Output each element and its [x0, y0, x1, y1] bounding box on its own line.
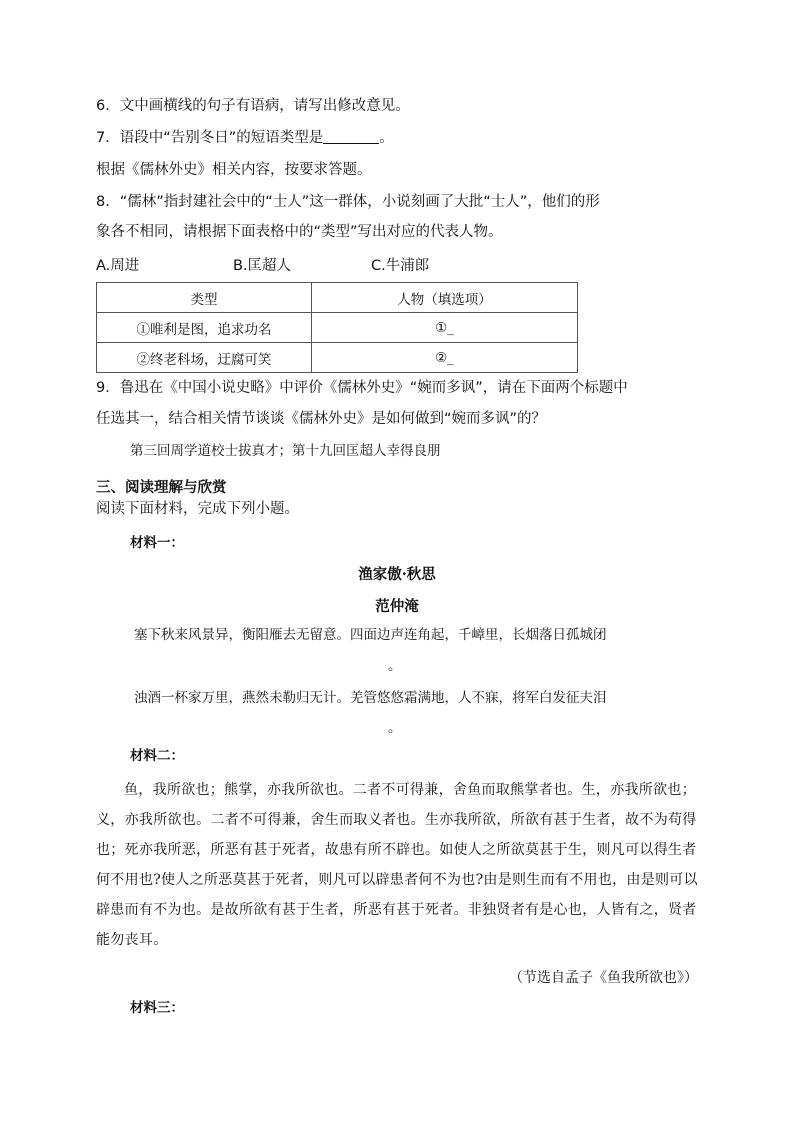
- question-8-line1: 8．“儒林”指封建社会中的“士人”这一群体，小说刻画了大批“士人”，他们的形: [96, 194, 600, 210]
- material-2-label: 材料二：: [130, 748, 184, 764]
- rulin-intro: 根据《儒林外史》相关内容，按要求答题。: [96, 162, 372, 178]
- poem-line-1: 塞下秋来风景异，衡阳雁去无留意。四面边声连角起，千嶂里，长烟落日孤城闭: [134, 627, 607, 643]
- question-6: 6．文中画横线的句子有语病，请写出修改意见。: [96, 98, 410, 114]
- option-a: A.周进: [96, 258, 140, 274]
- option-b: B.匡超人: [233, 258, 292, 274]
- table-cell-type: ②终老科场，迂腐可笑: [97, 343, 312, 373]
- section-3-heading: 三、阅读理解与欣赏: [96, 480, 227, 496]
- question-9-titles: 第三回周学道校士拔真才；第十九回匡超人幸得良朋: [130, 443, 441, 459]
- material-3-label: 材料三：: [130, 1000, 184, 1016]
- poem-line-1-end: 。: [388, 658, 402, 674]
- table-header-row: [97, 283, 578, 313]
- answer-blank[interactable]: [323, 129, 379, 144]
- question-8-line2: 象各不相同，请根据下面表格中的“类型”写出对应的代表人物。: [96, 224, 503, 240]
- table-cell-answer[interactable]: ②_: [312, 343, 578, 373]
- question-9-line1: 9．鲁迅在《中国小说史略》中评价《儒林外史》“婉而多讽”，请在下面两个标题中: [96, 380, 628, 396]
- question-7: [96, 128, 394, 148]
- section-3-instructions: 阅读下面材料，完成下列小题。: [96, 501, 299, 517]
- type-character-table: [96, 282, 578, 373]
- material-2-source: （节选自孟子《鱼我所欲也》）: [509, 970, 698, 986]
- poem-author: 范仲淹: [375, 598, 419, 615]
- poem-line-2: 浊酒一杯家万里，燕然未勒归无计。羌管悠悠霜满地，人不寐，将军白发征夫泪: [134, 690, 607, 706]
- poem-title: 渔家傲·秋思: [358, 566, 436, 583]
- question-9-line2: 任选其一，结合相关情节谈谈《儒林外史》是如何做到“婉而多讽”的？: [96, 411, 547, 427]
- material-1-label: 材料一：: [130, 535, 184, 551]
- table-header-type: 类型: [97, 283, 312, 313]
- table-cell-answer[interactable]: ①_: [312, 313, 578, 343]
- option-c: C.牛浦郎: [371, 258, 430, 274]
- table-header-character: 人物（填选项）: [312, 283, 578, 313]
- material-2-text: 鱼，我所欲也；熊掌，亦我所欲也。二者不可得兼，舍鱼而取熊掌者也。生，亦我所欲也；义，亦我所欲也。二者不可得兼，舍生而取义者也。生亦我所欲，所欲有甚于生者，故不为苟得也；死亦我所恶，所恶有甚于死者，故患有所不辟也。如使人之所欲莫甚于生，则凡可以得生者何不用也?使人之所恶莫甚于死者，则凡可以辟患者何不为也?由是则生而有不用也，由是则可以辟患而有不为也。是故所欲有甚于生者，所恶有甚于死者。非独贤者有是心也，人皆有之，贤者能勿丧耳。: [96, 782, 698, 948]
- table-cell-type: ①唯利是图，追求功名: [97, 313, 312, 343]
- question-7-end: 。: [379, 130, 394, 146]
- table-row: [97, 343, 578, 373]
- poem-line-2-end: 。: [388, 720, 402, 736]
- table-row: [97, 313, 578, 343]
- question-7-text: 7．语段中“告别冬日”的短语类型是: [96, 130, 324, 146]
